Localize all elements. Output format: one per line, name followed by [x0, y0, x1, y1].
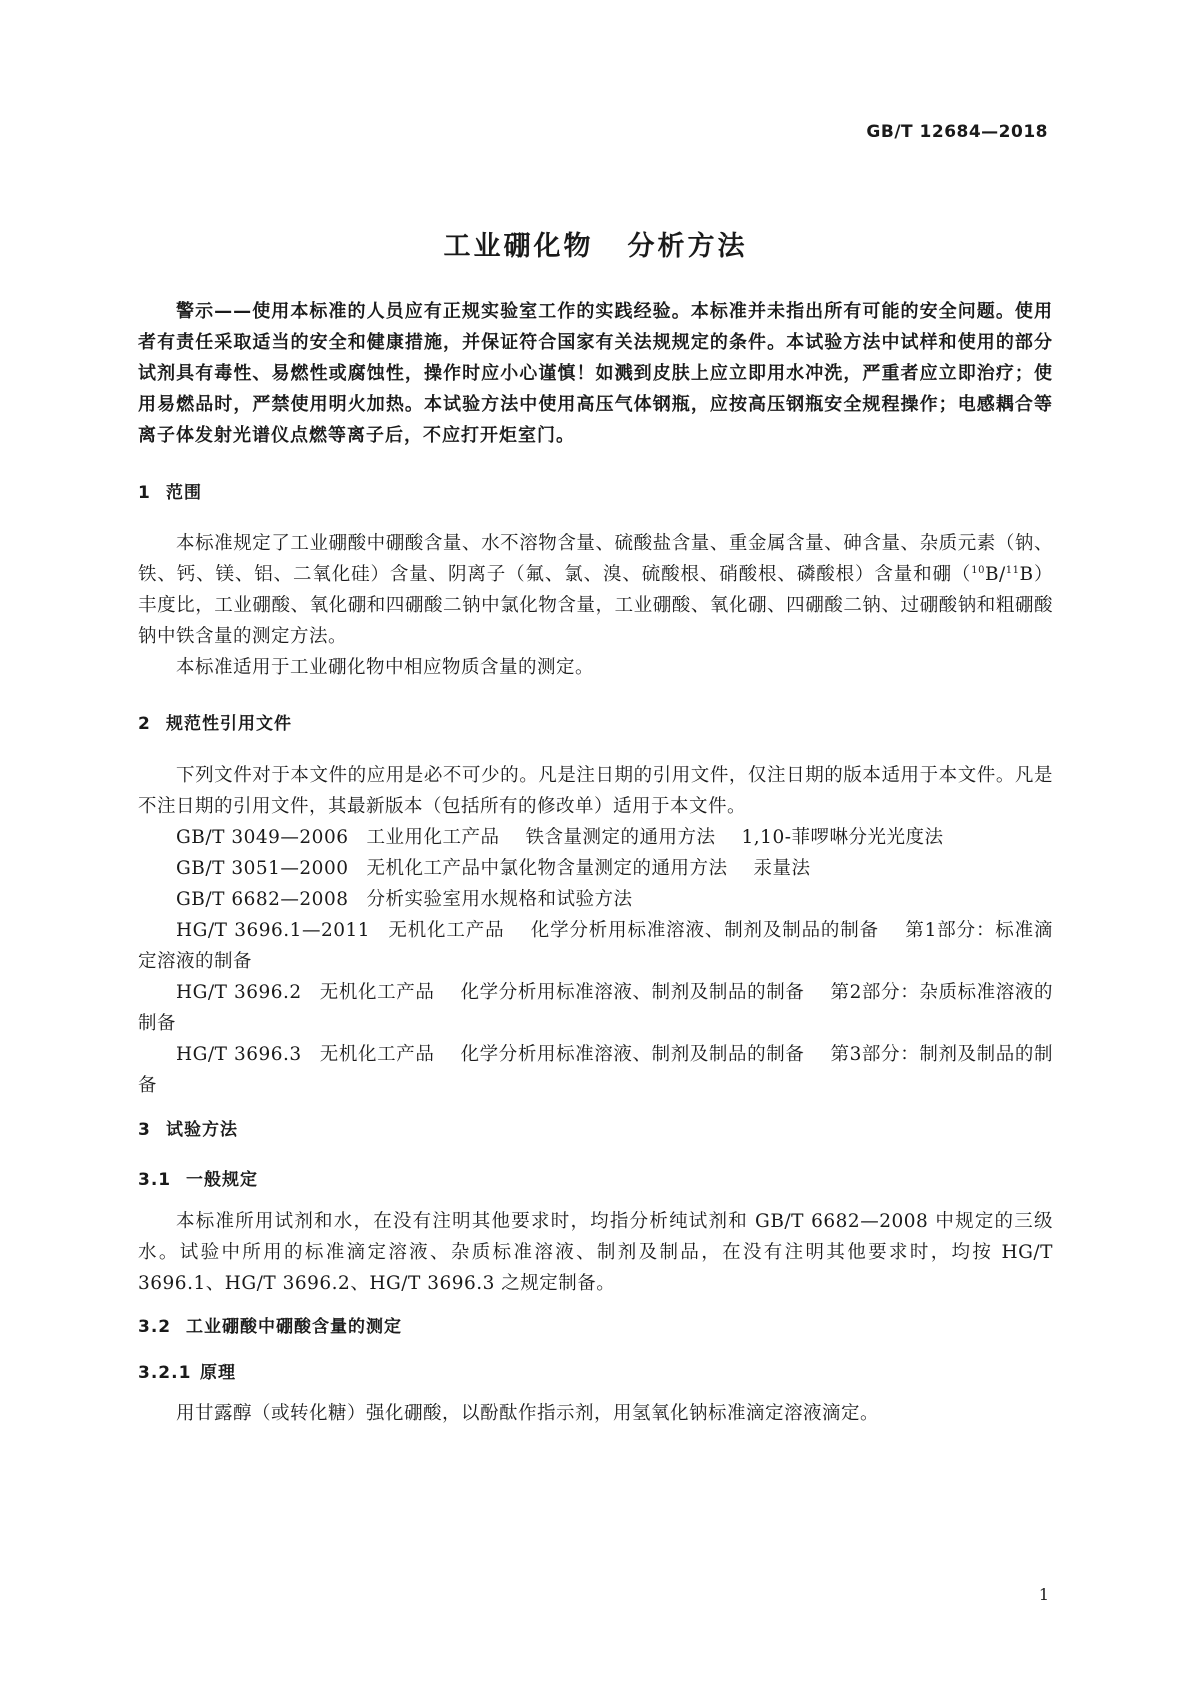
- references-intro: 下列文件对于本文件的应用是必不可少的。凡是注日期的引用文件，仅注日期的版本适用于本文件。凡是不注日期的引用文件，其最新版本（包括所有的修改单）适用于本文件。: [138, 765, 1053, 817]
- section-3-heading: 3 试验方法: [138, 1120, 238, 1140]
- section-3-2-1-heading: 3.2.1 原理: [138, 1363, 236, 1383]
- title-main: 工业硼化物: [443, 231, 594, 262]
- reference-item: HG/T 3696.1—2011 无机化工产品 化学分析用标准溶液、制剂及制品的制备 第1部分：标准滴定溶液的制备: [138, 920, 1053, 972]
- section-1-heading: 1 范围: [138, 483, 202, 503]
- section-3-1-body: [138, 1206, 1053, 1299]
- section-1-body: [138, 528, 1053, 683]
- principle-paragraph: 用甘露醇（或转化糖）强化硼酸，以酚酞作指示剂，用氢氧化钠标准滴定溶液滴定。: [176, 1403, 880, 1424]
- reference-item: HG/T 3696.2 无机化工产品 化学分析用标准溶液、制剂及制品的制备 第2部分：杂质标准溶液的制备: [138, 982, 1053, 1034]
- section-3-1-heading: 3.1 一般规定: [138, 1170, 258, 1190]
- reference-item: HG/T 3696.3 无机化工产品 化学分析用标准溶液、制剂及制品的制备 第3部分：制剂及制品的制备: [138, 1044, 1053, 1096]
- scope-paragraph: 本标准规定了工业硼酸中硼酸含量、水不溶物含量、硫酸盐含量、重金属含量、砷含量、杂质元素（钠、铁、钙、镁、铝、二氧化硅）含量、阴离子（氟、氯、溴、硫酸根、硝酸根、磷酸根）含量和硼（$^{10}$B/$^{11}$B）丰度比，工业硼酸、氧化硼和四硼酸二钠中氯化物含量，工业硼酸、氧化硼、四硼酸二钠、过硼酸钠和粗硼酸钠中铁含量的测定方法。: [138, 533, 1053, 647]
- section-3-2-heading: 3.2 工业硼酸中硼酸含量的测定: [138, 1317, 402, 1337]
- reference-item: GB/T 3049—2006 工业用化工产品 铁含量测定的通用方法 1,10-菲啰啉分光光度法: [176, 827, 944, 848]
- document-title: [0, 224, 1191, 263]
- warning-paragraph: 警示——使用本标准的人员应有正规实验室工作的实践经验。本标准并未指出所有可能的安全问题。使用者有责任采取适当的安全和健康措施，并保证符合国家有关法规规定的条件。本试验方法中试样和使用的部分试剂具有毒性、易燃性或腐蚀性，操作时应小心谨慎！如溅到皮肤上应立即用水冲洗，严重者应立即治疗；使用易燃品时，严禁使用明火加热。本试验方法中使用高压气体钢瓶，应按高压钢瓶安全规程操作；电感耦合等离子体发射光谱仪点燃等离子后，不应打开炬室门。: [138, 301, 1053, 446]
- page-number: 1: [1038, 1585, 1049, 1604]
- applicability-paragraph: 本标准适用于工业硼化物中相应物质含量的测定。: [176, 657, 595, 678]
- reference-item: GB/T 3051—2000 无机化工产品中氯化物含量测定的通用方法 汞量法: [176, 858, 811, 879]
- reference-item: GB/T 6682—2008 分析实验室用水规格和试验方法: [176, 889, 633, 910]
- section-2-body: [138, 760, 1053, 1101]
- section-3-2-1-body: [138, 1398, 1053, 1429]
- standard-number: GB/T 12684—2018: [866, 122, 1048, 142]
- title-sub: 分析方法: [627, 231, 748, 262]
- general-rules-paragraph: 本标准所用试剂和水，在没有注明其他要求时，均指分析纯试剂和 GB/T 6682—2008 中规定的三级水。试验中所用的标准滴定溶液、杂质标准溶液、制剂及制品，在没有注明其他要求时，均按 HG/T 3696.1、HG/T 3696.2、HG/T 3696.3 之规定制备。: [138, 1211, 1053, 1294]
- section-2-heading: 2 规范性引用文件: [138, 714, 292, 734]
